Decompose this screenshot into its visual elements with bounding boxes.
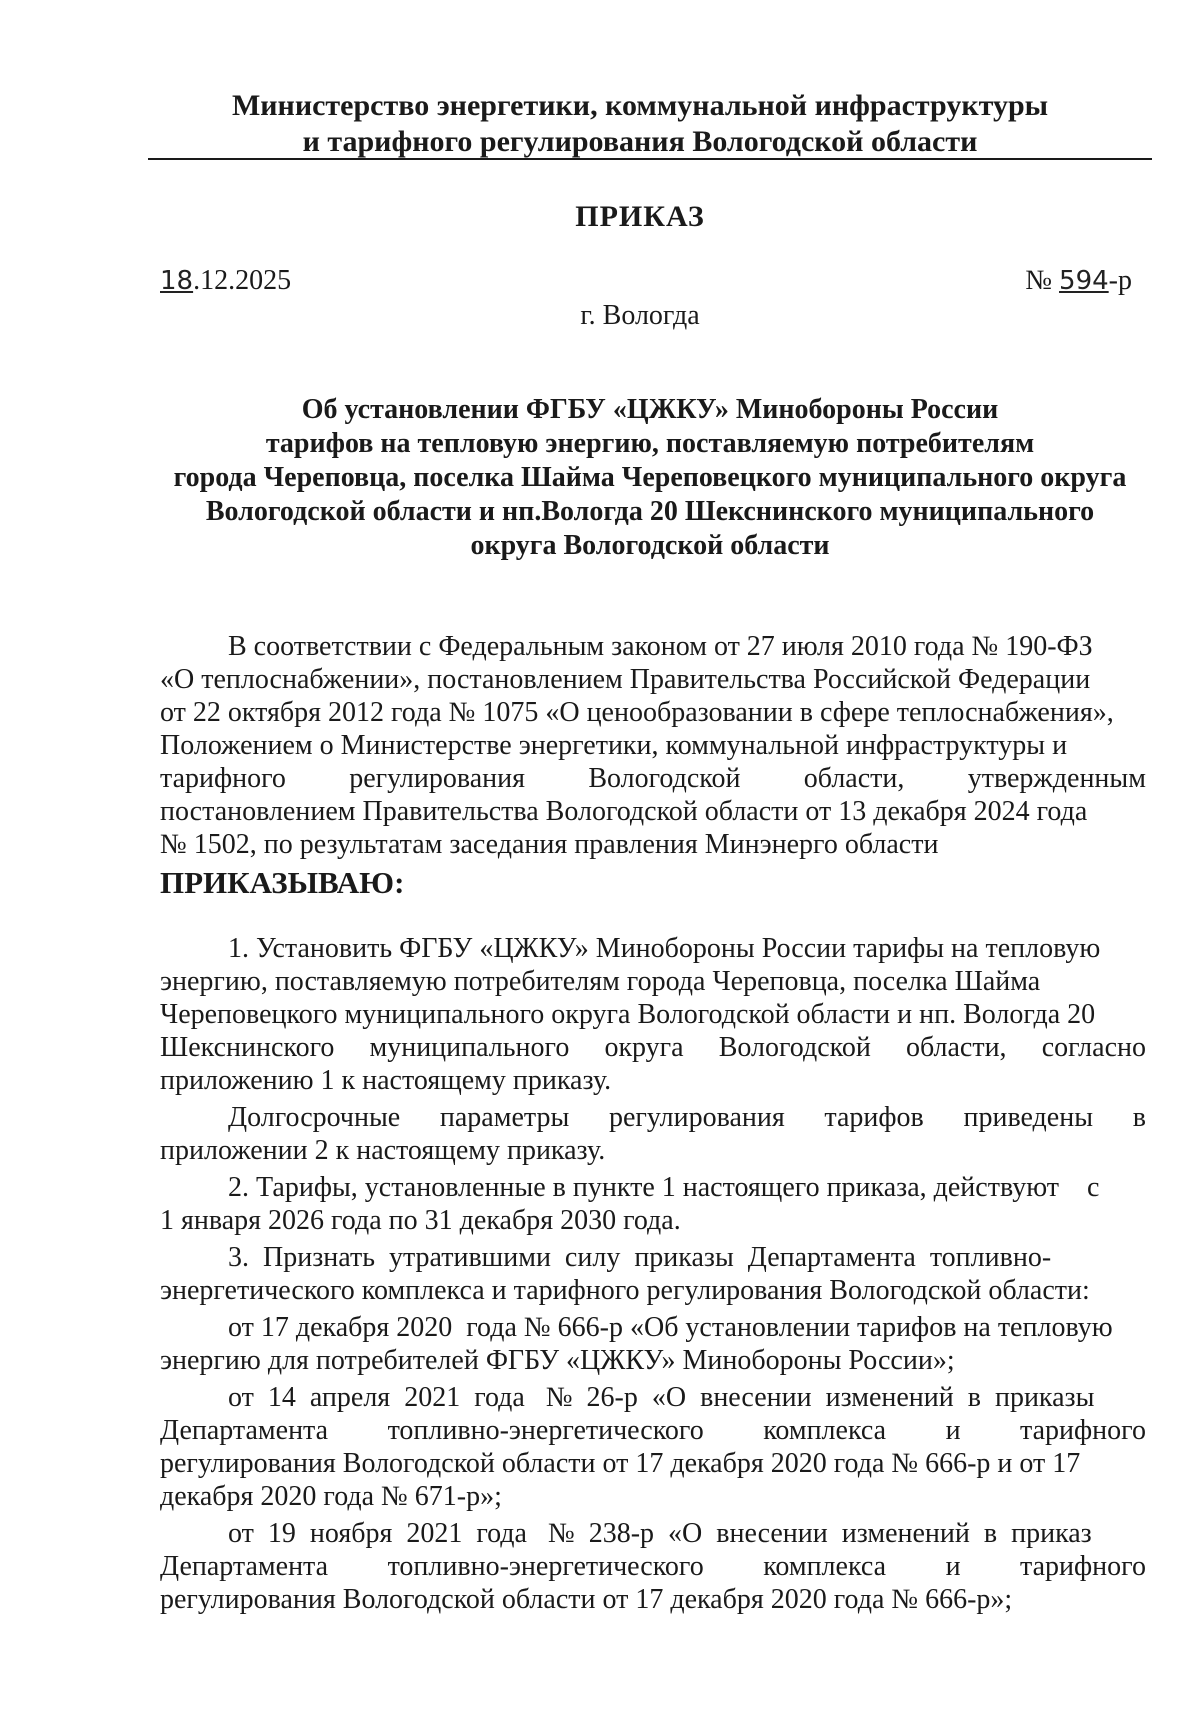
subject-line: Вологодской области и нп.Вологда 20 Шекснинского муниципального [205, 496, 1095, 527]
word: комплекса [763, 1415, 887, 1446]
word: согласно [1041, 1032, 1146, 1063]
subject-line: тарифов на тепловую энергию, поставляемую потребителям [265, 428, 1035, 459]
text-line [160, 1101, 1146, 1134]
word: муниципального [369, 1032, 570, 1063]
text-line: от 14 апреля 2021 года № 26-р «О внесении изменений в приказы [228, 1382, 1095, 1413]
word: Вологодской [588, 763, 741, 794]
word: Шекснинского [160, 1032, 335, 1063]
subject-line: округа Вологодской области [470, 530, 830, 561]
word: Департамента [160, 1551, 329, 1582]
document-date [160, 265, 291, 297]
preamble-paragraph [160, 630, 1146, 861]
ministry-header [150, 88, 1130, 160]
text-line: энергетического комплекса и тарифного регулирования Вологодской области: [160, 1275, 1090, 1306]
word: области, [905, 1032, 1007, 1063]
text-line: приложении 2 к настоящему приказу. [160, 1135, 606, 1166]
word: топливно-энергетического [387, 1551, 704, 1582]
document-type: ПРИКАЗ [575, 200, 705, 233]
text-line: 3. Признать утратившими силу приказы Департамента топливно- [228, 1242, 1052, 1273]
text-line: регулирования Вологодской области от 17 декабря 2020 года № 666-р и от 17 [160, 1448, 1081, 1479]
text-line: Череповецкого муниципального округа Вологодской области и нп. Вологда 20 [160, 999, 1096, 1030]
ministry-line-2: и тарифного регулирования Вологодской области [302, 125, 978, 158]
text-line: декабря 2020 года № 671-р»; [160, 1481, 502, 1512]
word: и [945, 1551, 961, 1582]
word: Долгосрочные [228, 1102, 401, 1133]
text-line: 1. Установить ФГБУ «ЦЖКУ» Минобороны России тарифы на тепловую [228, 933, 1101, 964]
ministry-line-1: Министерство энергетики, коммунальной инфраструктуры [231, 89, 1049, 122]
text-line: 2. Тарифы, установленные в пункте 1 настоящего приказа, действуют с [228, 1172, 1100, 1203]
text-line [160, 1414, 1146, 1447]
word: округа [604, 1032, 684, 1063]
word: приведены [963, 1102, 1094, 1133]
text-line: Положением о Министерстве энергетики, коммунальной инфраструктуры и [160, 730, 1068, 761]
document-subject [130, 393, 1170, 563]
document-number [1025, 265, 1132, 297]
word: топливно-энергетического [387, 1415, 704, 1446]
text-line [160, 762, 1146, 795]
word: утвержденным [967, 763, 1146, 794]
text-line: от 17 декабря 2020 года № 666-р «Об установлении тарифов на тепловую [228, 1312, 1113, 1343]
text-line: № 1502, по результатам заседания правления Минэнерго области [160, 829, 939, 860]
word: тарифного [1020, 1415, 1146, 1446]
number-prefix: № [1025, 265, 1060, 296]
number-handwritten: 594 [1059, 266, 1109, 296]
date-day-handwritten: 18 [160, 266, 194, 296]
order-items [160, 932, 1146, 1616]
word: и [945, 1415, 961, 1446]
number-suffix: -р [1108, 265, 1132, 296]
date-month-year: .12.2025 [193, 265, 292, 296]
word: области, [803, 763, 905, 794]
text-line: энергию, поставляемую потребителям города Череповца, поселка Шайма [160, 966, 1041, 997]
text-line: от 19 ноября 2021 года № 238-р «О внесении изменений в приказ [228, 1518, 1092, 1549]
word: регулирования [349, 763, 525, 794]
text-line: регулирования Вологодской области от 17 декабря 2020 года № 666-р»; [160, 1584, 1013, 1615]
subject-line: Об установлении ФГБУ «ЦЖКУ» Минобороны России [301, 394, 999, 425]
word: Вологодской [718, 1032, 871, 1063]
word: Департамента [160, 1415, 329, 1446]
word: в [1132, 1102, 1146, 1133]
text-line: энергию для потребителей ФГБУ «ЦЖКУ» Минобороны России»; [160, 1345, 955, 1376]
order-word: ПРИКАЗЫВАЮ: [160, 865, 405, 900]
text-line: «О теплоснабжении», постановлением Правительства Российской Федерации [160, 664, 1091, 695]
word: тарифов [824, 1102, 924, 1133]
text-line [160, 1550, 1146, 1583]
header-rule [148, 158, 1152, 160]
text-line: приложению 1 к настоящему приказу. [160, 1065, 612, 1096]
text-line: постановлением Правительства Вологодской области от 13 декабря 2024 года [160, 796, 1088, 827]
text-line: В соответствии с Федеральным законом от 27 июля 2010 года № 190-ФЗ [228, 631, 1093, 662]
word: тарифного [160, 763, 286, 794]
text-line [160, 1031, 1146, 1064]
subject-line: города Череповца, поселка Шайма Череповецкого муниципального округа [173, 462, 1127, 493]
word: комплекса [763, 1551, 887, 1582]
word: тарифного [1020, 1551, 1146, 1582]
word: параметры [439, 1102, 570, 1133]
text-line: от 22 октября 2012 года № 1075 «О ценообразовании в сфере теплоснабжения», [160, 697, 1114, 728]
text-line: 1 января 2026 года по 31 декабря 2030 года. [160, 1205, 681, 1236]
document-city: г. Вологда [580, 300, 700, 331]
word: регулирования [608, 1102, 785, 1133]
